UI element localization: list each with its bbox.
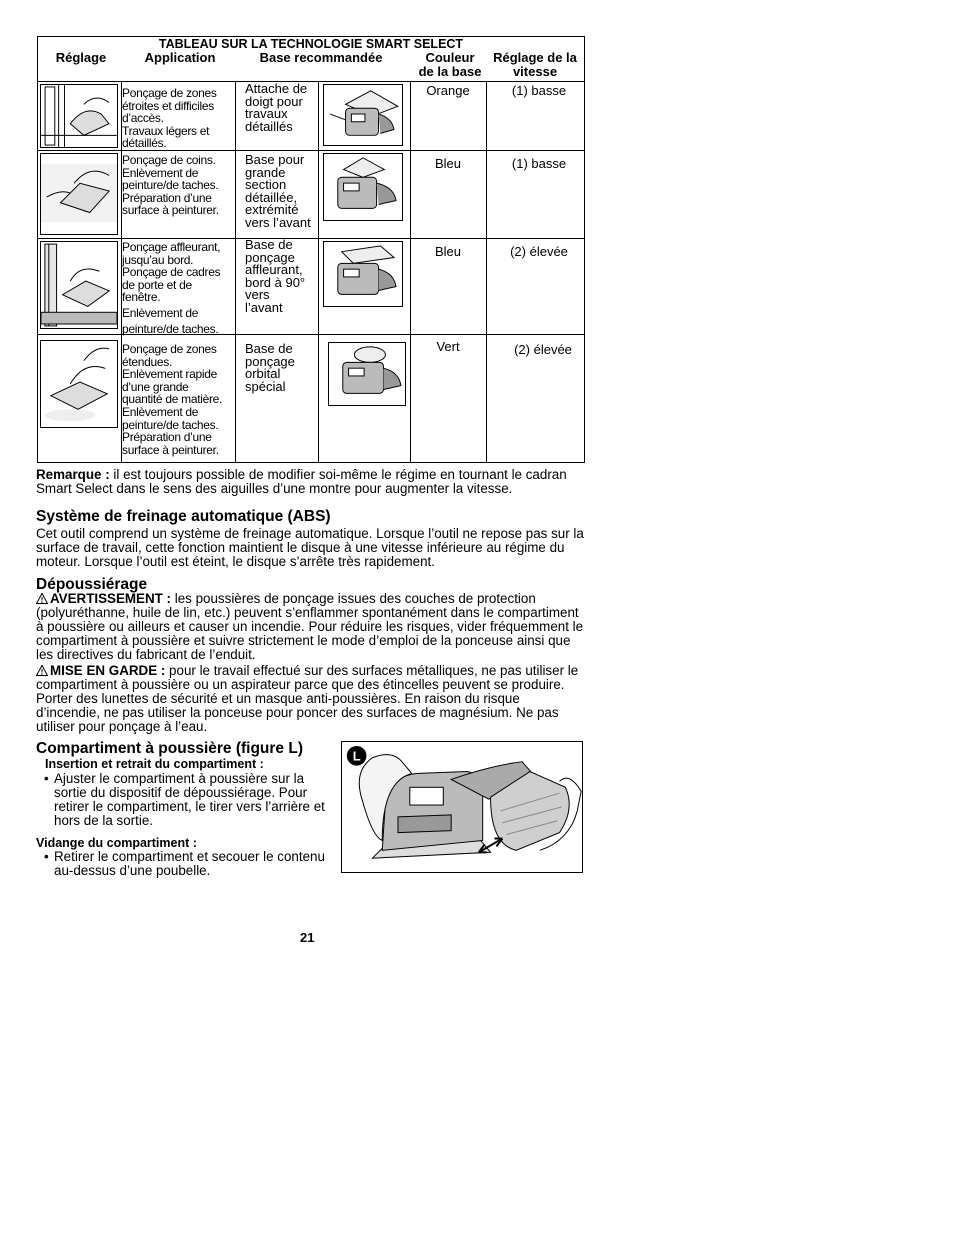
remarque-paragraph xyxy=(36,468,584,496)
vidange-bullet xyxy=(44,850,339,878)
text-line: Ponçage de coins. xyxy=(122,153,216,167)
row2-base xyxy=(245,154,319,229)
abs-heading: Système de freinage automatique (ABS) xyxy=(36,508,331,525)
text-line: de porte et de xyxy=(122,277,192,292)
bullet-item xyxy=(44,850,339,878)
figure-label: L xyxy=(352,748,361,764)
text-line: Attache de xyxy=(245,81,308,96)
row1-couleur: Orange xyxy=(426,83,470,98)
text-line: quantité de matière. xyxy=(122,392,223,407)
row2-couleur: Bleu xyxy=(434,156,462,171)
table-divider xyxy=(38,81,584,82)
text-line: Base de xyxy=(245,341,293,356)
table-divider xyxy=(38,150,584,151)
orbital-base-sander-illustration xyxy=(328,342,406,406)
header-reglage: Réglage xyxy=(55,50,107,65)
caution-paragraph xyxy=(36,664,584,734)
text-line: bord à 90° xyxy=(245,274,306,290)
text-line: travaux xyxy=(245,106,288,121)
finger-attachment-sander-illustration xyxy=(323,84,403,146)
text-line: Ponçage de zones xyxy=(122,86,217,100)
sanding-large-areas-illustration xyxy=(40,340,118,428)
sanding-narrow-areas-illustration xyxy=(40,84,118,148)
insertion-bullet xyxy=(44,772,339,828)
text-line: l’avant xyxy=(245,299,283,315)
table-title: TABLEAU SUR LA TECHNOLOGIE SMART SELECT xyxy=(158,37,464,51)
text-line: doigt pour xyxy=(245,93,303,109)
text-line: spécial xyxy=(245,378,286,394)
table-divider xyxy=(410,81,411,462)
smart-select-table xyxy=(37,36,585,463)
row4-vitesse: (2) élevée xyxy=(514,342,572,357)
header-vitesse xyxy=(488,51,582,79)
text-line: Ponçage de zones xyxy=(122,342,217,356)
warning-triangle-icon xyxy=(36,593,48,604)
header-application: Application xyxy=(144,50,216,65)
warning-triangle-icon xyxy=(36,665,48,676)
abs-paragraph: Cet outil comprend un système de freinage automatique. Lorsque l’outil ne repose pas sur la surface de travail, cette fonction maintient le disque à une vitesse inférieure au régime du moteur. Lorsque l’outil est éteint, le disque s’arrête très rapidement. xyxy=(36,526,584,569)
text-line: Enlèvement de xyxy=(122,305,199,320)
vidange-title: Vidange du compartiment : xyxy=(36,836,197,850)
text-line: détaillés xyxy=(245,118,293,134)
text-line: Ponçage affleurant, xyxy=(122,240,221,254)
row3-application xyxy=(122,241,237,335)
row2-application xyxy=(122,154,237,217)
header-vitesse-line1: Réglage de la xyxy=(493,50,577,65)
text-line: surface à peinturer. xyxy=(122,442,219,457)
text-line: peinture/de taches. xyxy=(122,178,219,193)
page-number: 21 xyxy=(300,930,315,945)
row4-base xyxy=(245,343,319,393)
text-line: affleurant, xyxy=(245,262,303,277)
text-line: étroites et difficiles xyxy=(122,98,214,113)
text-line: fenêtre. xyxy=(122,290,161,305)
warning-text: les poussières de ponçage issues des couches de protection (polyuréthanne, huile de lin, etc.) peuvent s’enflammer spontanément dans le compartiment à poussière ou ailleurs et causer un incendie. Pour réduire les risques, vider fréquemment le compartiment à poussière et suivre strictement le mode d’emploi de la ponceuse ainsi que les directives du fabricant de l’enduit. xyxy=(36,591,584,662)
table-divider xyxy=(38,334,584,335)
row3-base xyxy=(245,239,319,314)
text-line: ponçage xyxy=(245,353,295,369)
text-line: détaillés. xyxy=(122,136,167,151)
sanding-corners-illustration xyxy=(40,153,118,235)
text-line: sortie du dispositif de dépoussiérage. Pour xyxy=(54,785,308,800)
header-vitesse-line2: vitesse xyxy=(512,64,558,79)
text-line: Enlèvement rapide xyxy=(122,367,217,382)
text-line: Ponçage de cadres xyxy=(122,265,221,280)
row1-application xyxy=(122,87,237,150)
row1-base xyxy=(245,83,319,133)
row4-application xyxy=(122,343,237,456)
text-line: peinture/de taches. xyxy=(122,321,219,336)
bullet-dot-icon: • xyxy=(44,849,49,864)
text-line: Retirer le compartiment et secouer le contenu xyxy=(54,849,325,864)
depoussierage-heading: Dépoussiérage xyxy=(36,576,148,593)
text-line: Travaux légers et xyxy=(122,123,210,138)
text-line: ponçage xyxy=(245,249,295,265)
text-line: vers xyxy=(245,287,270,302)
text-line: Préparation d’une xyxy=(122,190,212,205)
text-line: orbital xyxy=(245,366,281,381)
header-couleur-line2: de la base xyxy=(418,64,482,79)
text-line: Ajuster le compartiment à poussière sur la xyxy=(54,771,305,786)
caution-text: pour le travail effectué sur des surfaces métalliques, ne pas utiliser le compartiment à poussière ou un aspirateur parce que des étincelles peuvent se produire. Porter des lunettes de sécurité et un masque anti-poussières. En raison du risque d’incendie, ne pas utiliser la ponceuse pour poncer des surfaces de magnésium. Ne pas utiliser pour ponçage à l’eau. xyxy=(36,663,579,734)
row2-vitesse: (1) basse xyxy=(511,156,567,171)
text-line: détaillée, xyxy=(245,189,298,205)
bullet-item xyxy=(44,772,339,828)
warning-label: AVERTISSEMENT : xyxy=(50,591,172,606)
text-line: hors de la sortie. xyxy=(54,813,153,828)
text-line: surface à peinturer. xyxy=(122,203,219,218)
header-couleur xyxy=(410,51,490,79)
text-line: Base pour xyxy=(245,152,305,167)
text-line: jusqu’au bord. xyxy=(122,252,194,267)
text-line: d’une grande xyxy=(122,379,189,394)
table-divider xyxy=(486,81,487,462)
text-line: Préparation d’une xyxy=(122,430,212,445)
caution-label: MISE EN GARDE : xyxy=(50,663,166,678)
flush-base-sander-illustration xyxy=(323,241,403,307)
text-line: Base de xyxy=(245,237,293,252)
figure-l-dust-compartment xyxy=(341,741,583,873)
text-line: d’accès. xyxy=(122,111,164,126)
warning-paragraph xyxy=(36,592,584,662)
compartiment-heading: Compartiment à poussière (figure L) xyxy=(36,740,303,757)
text-line: section xyxy=(245,177,287,192)
header-couleur-line1: Couleur xyxy=(425,50,475,65)
text-line: Enlèvement de xyxy=(122,404,199,419)
text-line: extrémité xyxy=(245,202,299,217)
detail-base-sander-illustration xyxy=(323,153,403,221)
flush-sanding-illustration xyxy=(40,241,118,329)
row1-vitesse: (1) basse xyxy=(511,83,567,98)
text-line: Enlèvement de xyxy=(122,165,199,180)
text-line: vers l’avant xyxy=(245,214,311,230)
insertion-title: Insertion et retrait du compartiment : xyxy=(45,757,264,771)
row3-couleur: Bleu xyxy=(434,244,462,259)
text-line: étendues. xyxy=(122,354,173,369)
text-line: au-dessus d’une poubelle. xyxy=(54,863,211,878)
bullet-dot-icon: • xyxy=(44,771,49,786)
text-line: peinture/de taches. xyxy=(122,417,219,432)
remarque-text: il est toujours possible de modifier soi-même le régime en tournant le cadran Smart Select dans le sens des aiguilles d’une montre pour augmenter la vitesse. xyxy=(36,467,567,496)
header-base: Base recommandée xyxy=(259,50,383,65)
row4-couleur: Vert xyxy=(436,339,460,354)
text-line: grande xyxy=(245,164,286,180)
text-line: retirer le compartiment, le tirer vers l’arrière et xyxy=(54,799,325,814)
remarque-label: Remarque : xyxy=(36,467,110,482)
row3-vitesse: (2) élevée xyxy=(510,244,568,259)
